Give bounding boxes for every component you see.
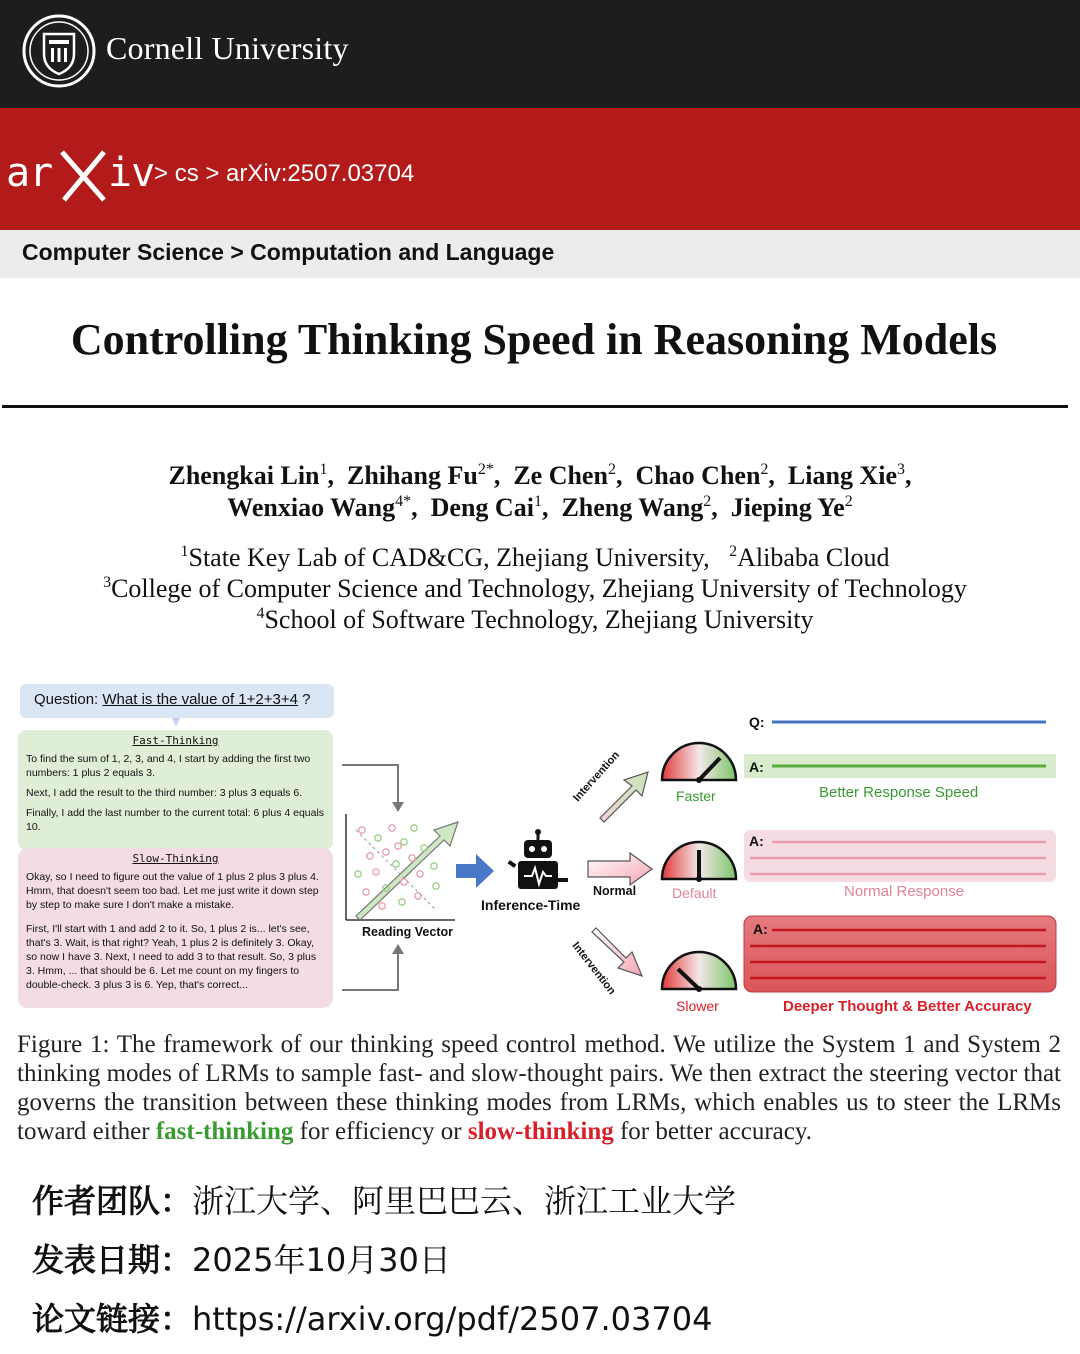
paper-title: Controlling Thinking Speed in Reasoning Models [70,315,998,364]
deeper-thought-label: Deeper Thought & Better Accuracy [783,998,1032,1015]
author-name: Ze Chen [513,461,608,490]
author-sup: 2 [760,461,769,478]
connector-line [342,765,398,806]
author-sup: 2 [703,493,712,510]
affiliation-text: College of Computer Science and Technology, Zhejiang University of Technology [111,574,967,603]
better-speed-label: Better Response Speed [819,784,979,801]
q-label: Q: [749,714,765,730]
question-text: What is the value of 1+2+3+4 [102,691,298,708]
fast-thinking-text: To find the sum of 1, 2, 3, and 4, I start by adding the first two numbers: 1 plus 2 equals 3. [26,753,311,779]
reading-vector-plot [346,814,458,920]
slow-thinking-title: Slow-Thinking [132,852,219,865]
author-name: Jieping Ye [730,493,845,522]
author-name: Chao Chen [635,461,761,490]
author-sup: 3 [897,461,905,478]
author-team-value: 浙江大学、阿里巴巴云、浙江工业大学 [192,1182,737,1220]
affiliation-line [0,542,1070,573]
intervention-label: Intervention [569,940,618,997]
author-sup: 1 [319,461,328,478]
caption-text: Figure 1: The framework of our thinking speed control method. We utilize the System 1 and System 2 thinking modes of LRMs to sample fast- and slow-thought pairs. We then extract the steering vector that governs the transition between these thinking modes from LRMs, which enables us to steer the LRMs toward either [17,1031,1061,1145]
author-sup: 2 [607,461,616,478]
paper-link-value[interactable]: https://arxiv.org/pdf/2507.03704 [192,1300,713,1338]
caption-slow-thinking: slow-thinking [467,1118,614,1145]
normal-label: Normal [593,884,637,898]
slow-thinking-text: First, I'll start with 1 and add 2 to it. So, 1 plus 2 is... let's see, that's 3. Wait, is that right? Yeah, 1 plus 2 is definitely 3. Okay, so now I have 3. Next, I need to add 3 to that result. So, 3 plus 3. Hmm, ... that should be 6. Let me count on my fingers to double-check. 3 plus 3 is 6. Yep, that's correct... [26,923,317,991]
default-gauge-icon [662,842,736,882]
intervention-label: Intervention [571,749,623,805]
breadcrumb-separator: > [154,160,169,187]
slow-thinking-box [18,848,333,1008]
subject-heading: Computer Science > Computation and Language [22,239,555,265]
author-sup: 1 [533,493,542,510]
affiliation-text: Alibaba Cloud [737,543,890,572]
publish-date-label: 发表日期： [32,1241,193,1279]
caption-text: for better accuracy. [619,1118,812,1145]
slower-gauge-icon [662,952,736,992]
affiliation-line [0,604,1070,635]
fast-thinking-box [18,730,333,850]
default-label: Default [672,885,717,901]
normal-arrow [588,853,652,885]
author-name: Zheng Wang [561,493,704,522]
author-name: Zhihang Fu [347,461,478,490]
a-label: A: [749,833,764,849]
caption-text: for efficiency or [299,1118,462,1145]
author-name: Zhengkai Lin [168,461,320,490]
affiliation-sup: 2 [729,543,738,560]
faster-intervention-arrow [600,772,648,822]
caption-fast-thinking: fast-thinking [155,1118,294,1145]
slow-thinking-text: Okay, so I need to figure out the value of 1 plus 2 plus 3 plus 4. Hmm, that doesn't seem too bad. Let me just write it down step by step to make sure I don't make a mistake. [26,871,319,911]
title-divider [2,405,1068,408]
affiliation-line [0,573,1070,604]
normal-response-label: Normal Response [844,883,965,900]
faster-gauge-icon [662,743,736,783]
breadcrumb [154,160,414,188]
robot-icon [508,829,568,889]
inference-time-label: Inference-Time [481,897,581,913]
blue-arrow-icon [456,854,494,888]
affiliation-text: State Key Lab of CAD&CG, Zhejiang University, [188,543,710,572]
figure-caption [17,1030,1061,1146]
reading-vector-label: Reading Vector [362,925,453,939]
connector-line [342,950,398,990]
author-team-label: 作者团队： [32,1182,193,1220]
cornell-seal-icon[interactable] [22,14,96,88]
affiliation-list [0,542,1070,635]
author-line-2: Wenxiao Wang$^{4*}$, Deng Cai$^1$, Zheng Wang$^2$, Jieping Ye$^2$ [227,493,853,522]
author-list [0,460,1080,524]
paper-link-label: 论文链接： [32,1300,193,1338]
deep-answer-box [744,916,1056,992]
question-suffix: ? [302,691,311,708]
svg-text:ar: ar [6,150,53,196]
breadcrumb-separator: > [205,160,220,187]
question-pointer-icon [172,718,180,726]
cornell-header [0,0,1080,108]
author-sup: 4* [395,493,412,510]
breadcrumb-paper-id[interactable]: arXiv:2507.03704 [226,160,415,187]
slower-label: Slower [676,998,719,1014]
fast-thinking-title: Fast-Thinking [132,734,219,747]
affiliation-sup: 1 [180,543,189,560]
subject-bar [0,230,1080,278]
publish-date-value: 2025年10月30日 [192,1241,451,1279]
affiliation-sup: 4 [256,605,265,622]
author-line-1: Zhengkai Lin$^1$, Zhihang $Fu^{2*}$, Ze Chen$^2$, Chao Chen$^2$, Liang Xie$^3$, [168,461,912,490]
author-name: Deng Cai [430,493,534,522]
arrowhead-icon [392,944,404,954]
breadcrumb-cs-link[interactable]: cs [174,160,199,187]
framework-figure [0,678,1080,1023]
question-box [20,684,334,718]
a-label: A: [753,921,768,937]
author-name: Liang Xie [787,461,897,490]
question-prefix: Question: [34,691,99,708]
publish-date-row [32,1235,451,1281]
fast-thinking-text: Next, I add the result to the third number: 3 plus 3 equals 6. [26,787,303,799]
arxiv-logo-icon[interactable] [4,138,154,208]
affiliation-text: School of Software Technology, Zhejiang University [264,605,814,634]
a-label: A: [749,759,764,775]
author-sup: 2 [844,493,853,510]
arxiv-header [0,108,1080,230]
faster-label: Faster [676,788,716,804]
author-team-row [32,1176,736,1222]
arrowhead-icon [392,802,404,812]
svg-text:iv: iv [108,150,154,196]
fast-thinking-text: Finally, I add the last number to the current total: 6 plus 4 equals 10. [26,807,325,833]
paper-link-row [32,1294,712,1340]
institution-name[interactable]: Cornell University [106,30,349,66]
affiliation-sup: 3 [103,574,112,591]
author-name: Wenxiao Wang [227,493,396,522]
author-sup: 2* [477,461,494,478]
